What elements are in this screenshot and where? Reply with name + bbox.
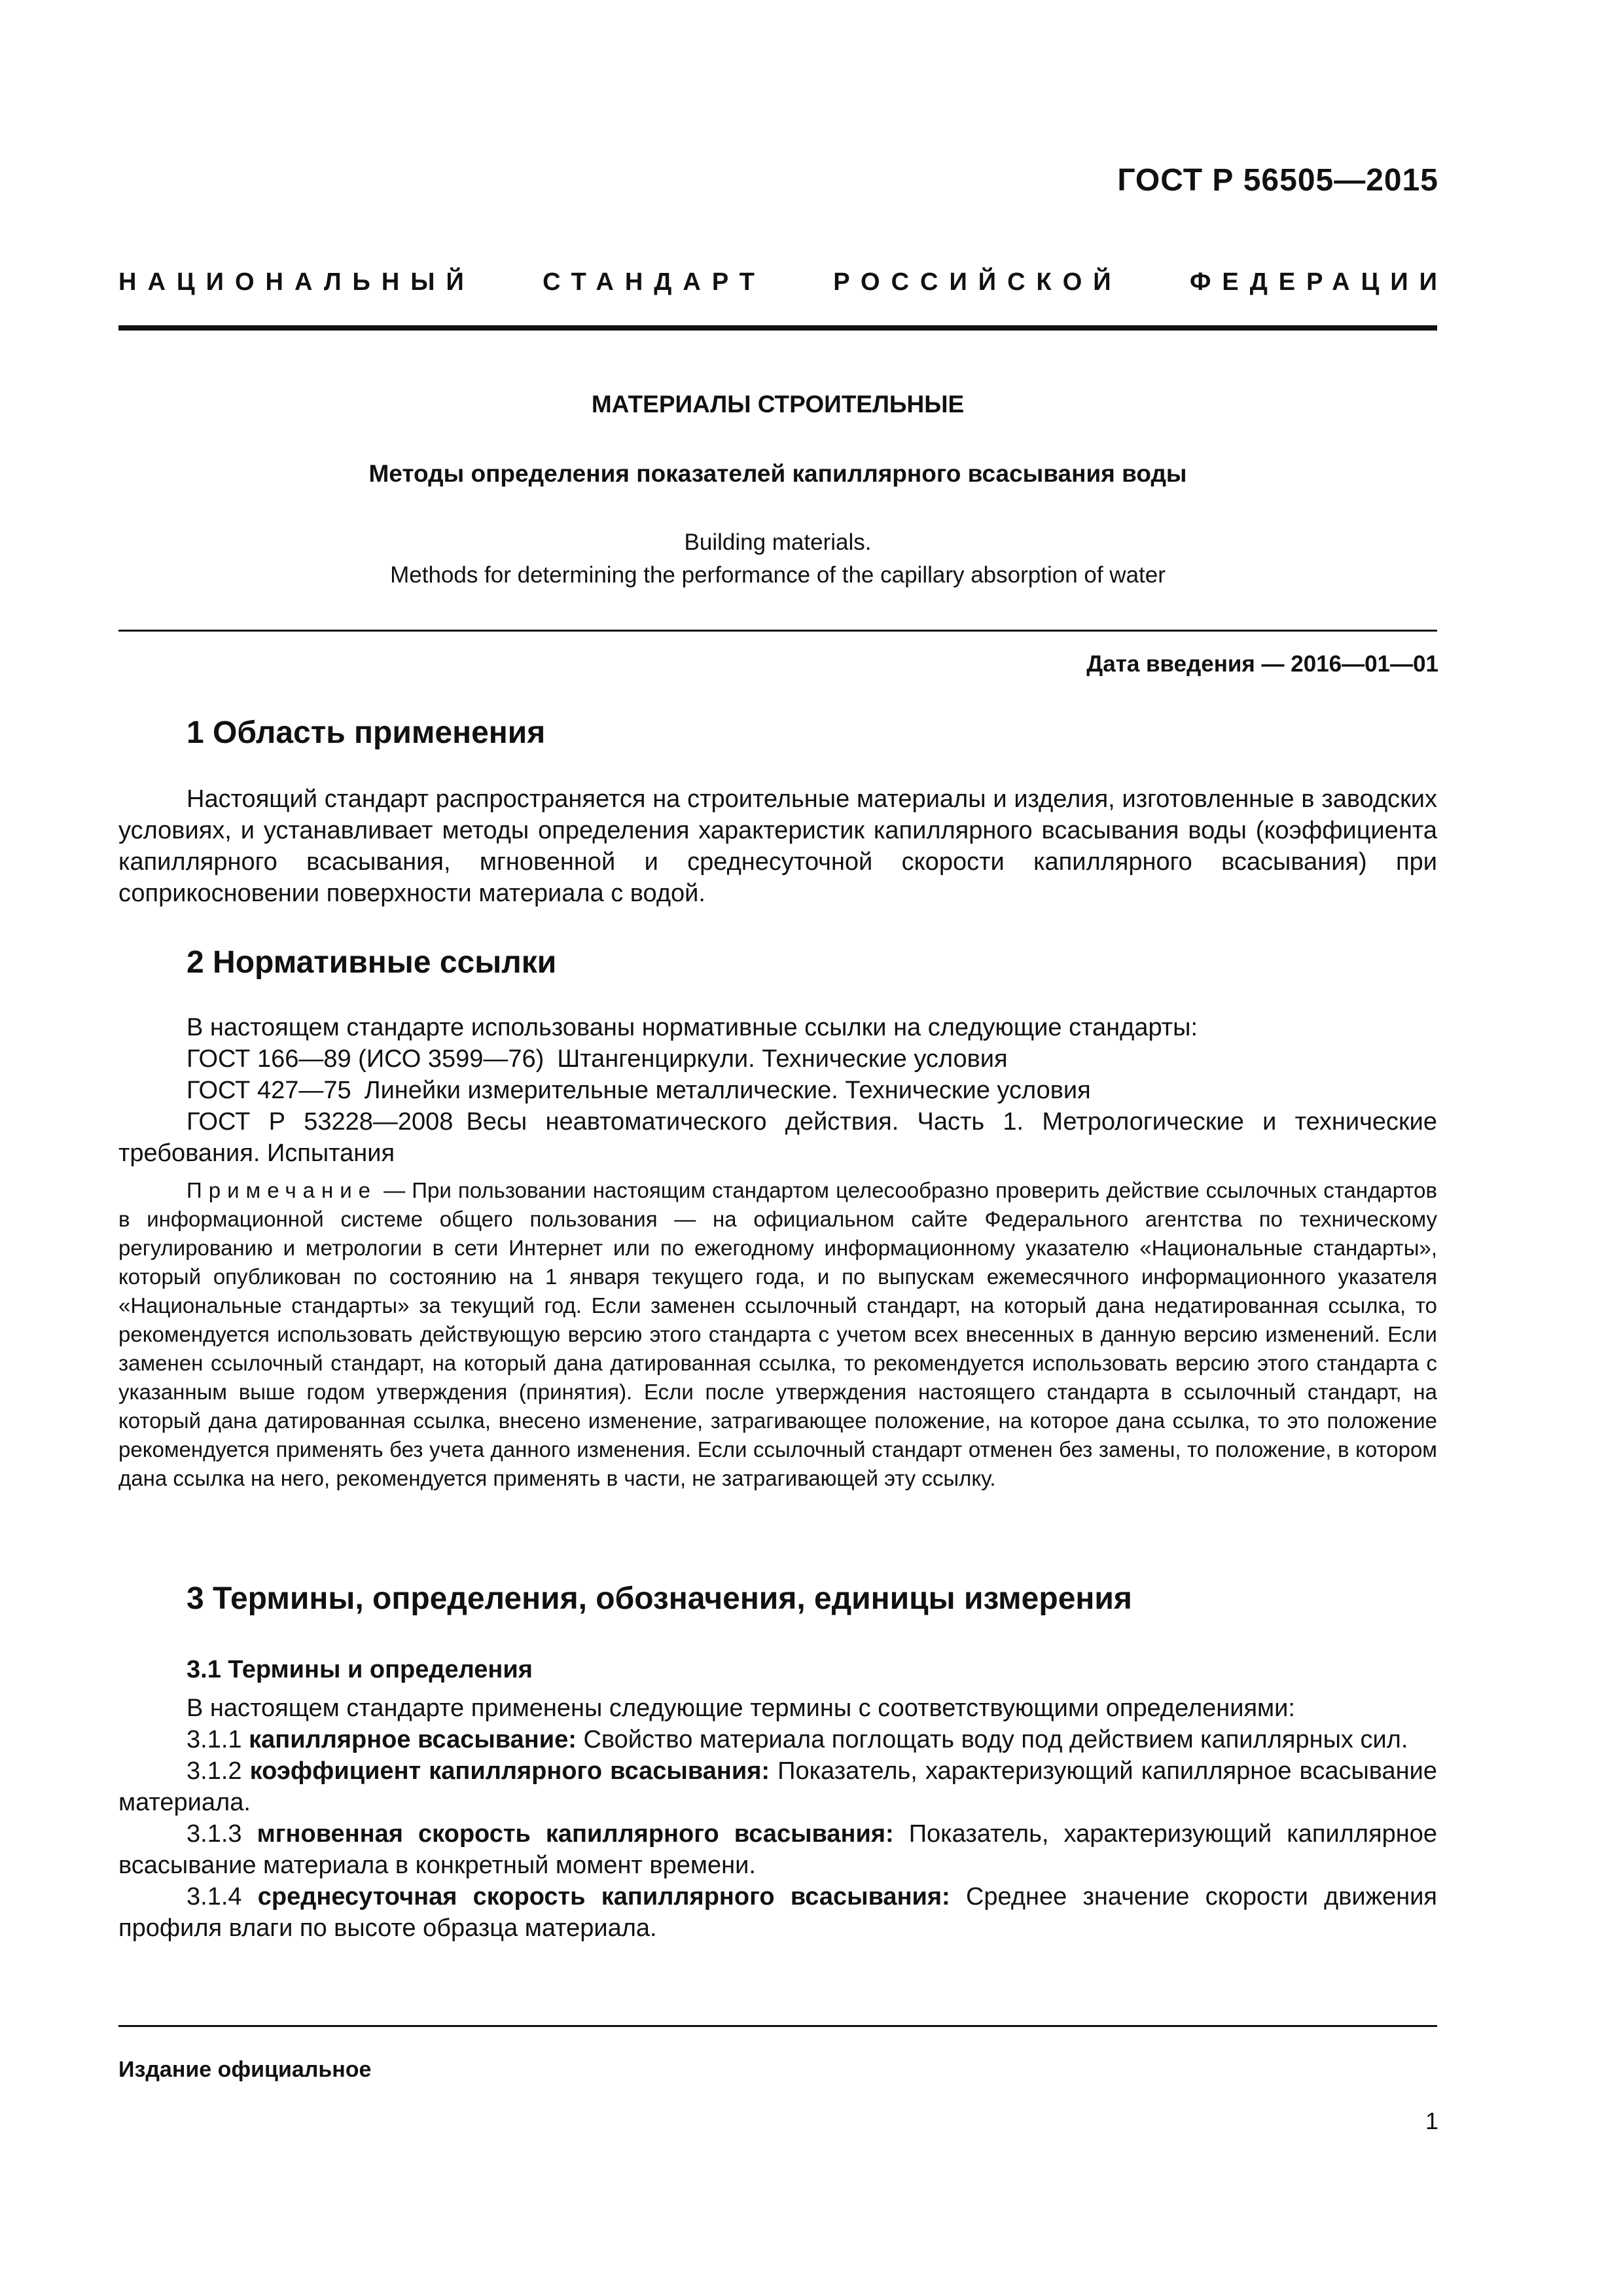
term-name: мгновенная скорость капиллярного всасывания: [257, 1820, 894, 1848]
english-title-line1: Building materials. [684, 529, 872, 555]
reference-title: Штангенциркули. Технические условия [557, 1045, 1008, 1073]
term-name: коэффициент капиллярного всасывания: [249, 1757, 770, 1785]
note-label: Примечание [187, 1178, 378, 1202]
term-definition: Показатель, характеризующий капиллярное всасывание материала в конкретный момент времени. [118, 1820, 1437, 1879]
term-item: 3.1.3 мгновенная скорость капиллярного всасывания: Показатель, характеризующий капиллярное всасывание материала в конкретный момент времени. [118, 1820, 1437, 1879]
section-2-heading: 2 Нормативные ссылки [187, 945, 557, 980]
terms-list [118, 1693, 1437, 1944]
subsection-3-1-heading: 3.1 Термины и определения [187, 1656, 533, 1683]
term-definition: Показатель, характеризующий капиллярное всасывание материала. [118, 1757, 1438, 1816]
section-1-paragraph: Настоящий стандарт распространяется на строительные материалы и изделия, изготовленные в заводских условиях, и устанавливает методы определения характеристик капиллярного всасывания воды (коэффициента капиллярного всасывания, мгновенной и среднесуточной скорости капиллярного всасывания) при соприкосновении поверхности материала с водой. [118, 785, 1437, 907]
english-title-line2: Methods for determining the performance of the capillary absorption of water [390, 562, 1166, 588]
reference-title: Линейки измерительные металлические. Технические условия [364, 1077, 1091, 1104]
term-definition: Среднее значение скорости движения профиля влаги по высоте образца материала. [118, 1883, 1437, 1942]
term-item: 3.1.1 капиллярное всасывание: Свойство материала поглощать воду под действием капиллярных сил. [187, 1726, 1408, 1753]
term-item: 3.1.4 среднесуточная скорость капиллярного всасывания: Среднее значение скорости движения профиля влаги по высоте образца материала. [118, 1883, 1437, 1942]
english-title [118, 526, 1437, 592]
note-block [118, 1176, 1437, 1493]
term-name: капиллярное всасывание: [249, 1726, 577, 1753]
document-number: ГОСТ Р 56505—2015 [1117, 163, 1438, 198]
document-title: МАТЕРИАЛЫ СТРОИТЕЛЬНЫЕ [591, 391, 965, 418]
reference-title: Весы неавтоматического действия. Часть 1. Метрологические и технические требования. Испытания [118, 1108, 1437, 1167]
references-intro: В настоящем стандарте использованы нормативные ссылки на следующие стандарты: [187, 1014, 1198, 1041]
footer-rule [118, 2025, 1437, 2027]
introduction-date: Дата введения — 2016—01—01 [1086, 651, 1438, 677]
reference-code: ГОСТ 427—75 [187, 1077, 351, 1104]
header-thick-rule [118, 325, 1437, 331]
term-item: 3.1.2 коэффициент капиллярного всасывания: Показатель, характеризующий капиллярное всасывание материала. [118, 1757, 1438, 1816]
reference-code: ГОСТ 166—89 (ИСО 3599—76) [187, 1045, 544, 1073]
term-name: среднесуточная скорость капиллярного всасывания: [257, 1883, 950, 1910]
section-1-text [118, 783, 1437, 909]
banner-word: НАЦИОНАЛЬНЫЙ [118, 268, 475, 296]
national-standard-banner [118, 268, 1448, 296]
reference-item [118, 1106, 1437, 1169]
reference-code: ГОСТ Р 53228—2008 [187, 1108, 454, 1136]
section-3-heading: 3 Термины, определения, обозначения, единицы измерения [187, 1581, 1132, 1616]
banner-word: СТАНДАРТ [543, 268, 766, 296]
banner-word: РОССИЙСКОЙ [833, 268, 1122, 296]
note-text: — При пользовании настоящим стандартом целесообразно проверить действие ссылочных стандартов в информационной системе общего пользования — на официальном сайте Федерального агентства по техническому регулированию и метрологии в сети Интернет или по ежегодному информационному указателю «Национальные стандарты», который опубликован по состоянию на 1 января текущего года, и по выпускам ежемесячного информационного указателя «Национальные стандарты» за текущий год. Если заменен ссылочный стандарт, на который дана недатированная ссылка, то рекомендуется использовать действующую версию этого стандарта с учетом всех внесенных в данную версию изменений. Если заменен ссылочный стандарт, на который дана датированная ссылка, то рекомендуется использовать версию этого стандарта с указанным выше годом утверждения (принятия). Если после утверждения настоящего стандарта в ссылочный стандарт, на который дана датированная ссылка, внесено изменение, затрагивающее положение, на которое дана ссылка, то это положение рекомендуется применять без учета данного изменения. Если ссылочный стандарт отменен без замены, то положение, в котором дана ссылка на него, рекомендуется применять в части, не затрагивающей эту ссылку. [118, 1178, 1437, 1490]
title-rule [118, 630, 1437, 632]
document-subtitle: Методы определения показателей капиллярного всасывания воды [368, 460, 1187, 487]
official-edition-label: Издание официальное [118, 2057, 372, 2082]
reference-item [187, 1043, 1008, 1075]
terms-intro: В настоящем стандарте применены следующие термины с соответствующими определениями: [187, 1695, 1295, 1722]
banner-word: ФЕДЕРАЦИИ [1189, 268, 1448, 296]
reference-item [187, 1075, 1091, 1106]
section-1-heading: 1 Область применения [187, 715, 546, 750]
term-definition: Свойство материала поглощать воду под действием капиллярных сил. [583, 1726, 1408, 1753]
page-number: 1 [1425, 2108, 1438, 2134]
